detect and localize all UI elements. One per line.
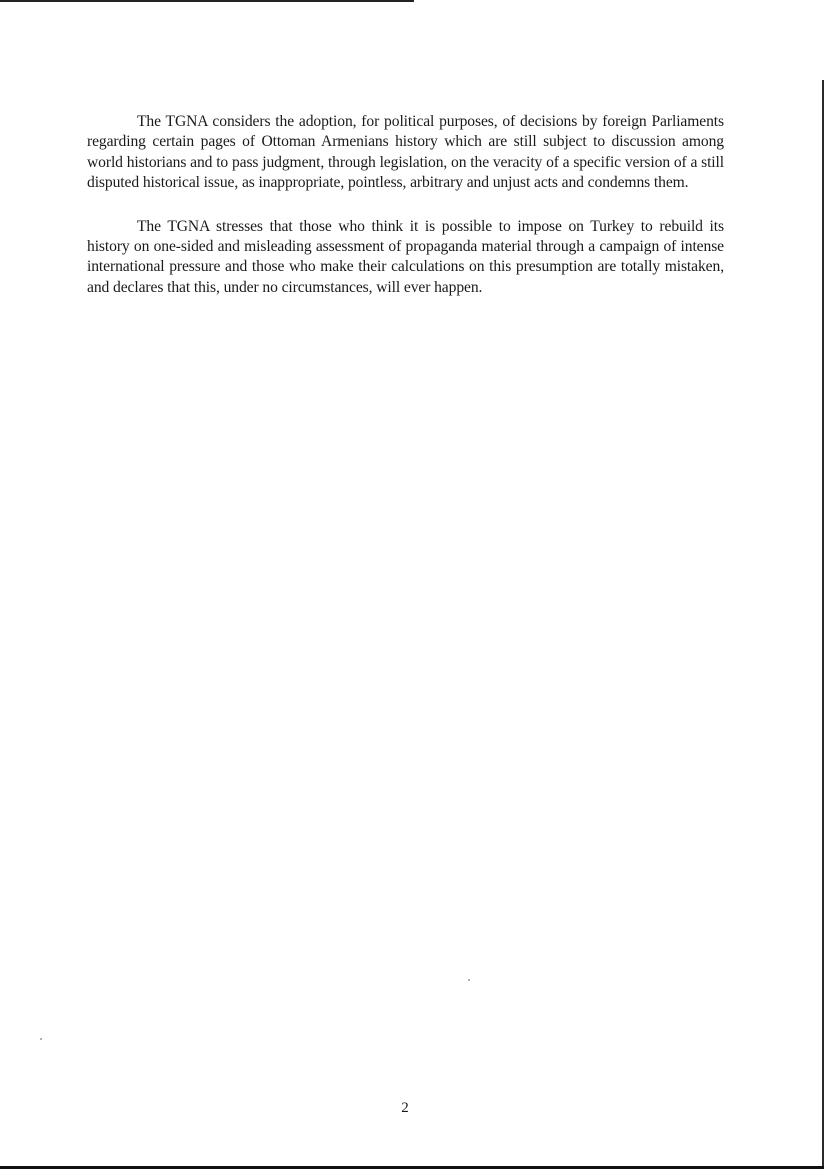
paragraph-2: The TGNA stresses that those who think it is possible to impose on Turkey to rebuild its history on one-sided and misleading assessment of propaganda material through a campaign of intense international pressure and those who make their calculations on this presumption are totally mistaken, and declares that this, under no circumstances, will ever happen.	[87, 217, 724, 296]
scan-speck	[40, 1038, 42, 1040]
scan-top-rule	[0, 0, 414, 2]
document-body	[87, 112, 724, 321]
page-number: 2	[401, 1100, 409, 1116]
paragraph-1: The TGNA considers the adoption, for political purposes, of decisions by foreign Parliaments regarding certain pages of Ottoman Armenians history which are still subject to discussion among world historians and to pass judgment, through legislation, on the veracity of a specific version of a still disputed historical issue, as inappropriate, pointless, arbitrary and unjust acts and condemns them.	[87, 113, 724, 192]
scan-speck	[468, 979, 470, 981]
